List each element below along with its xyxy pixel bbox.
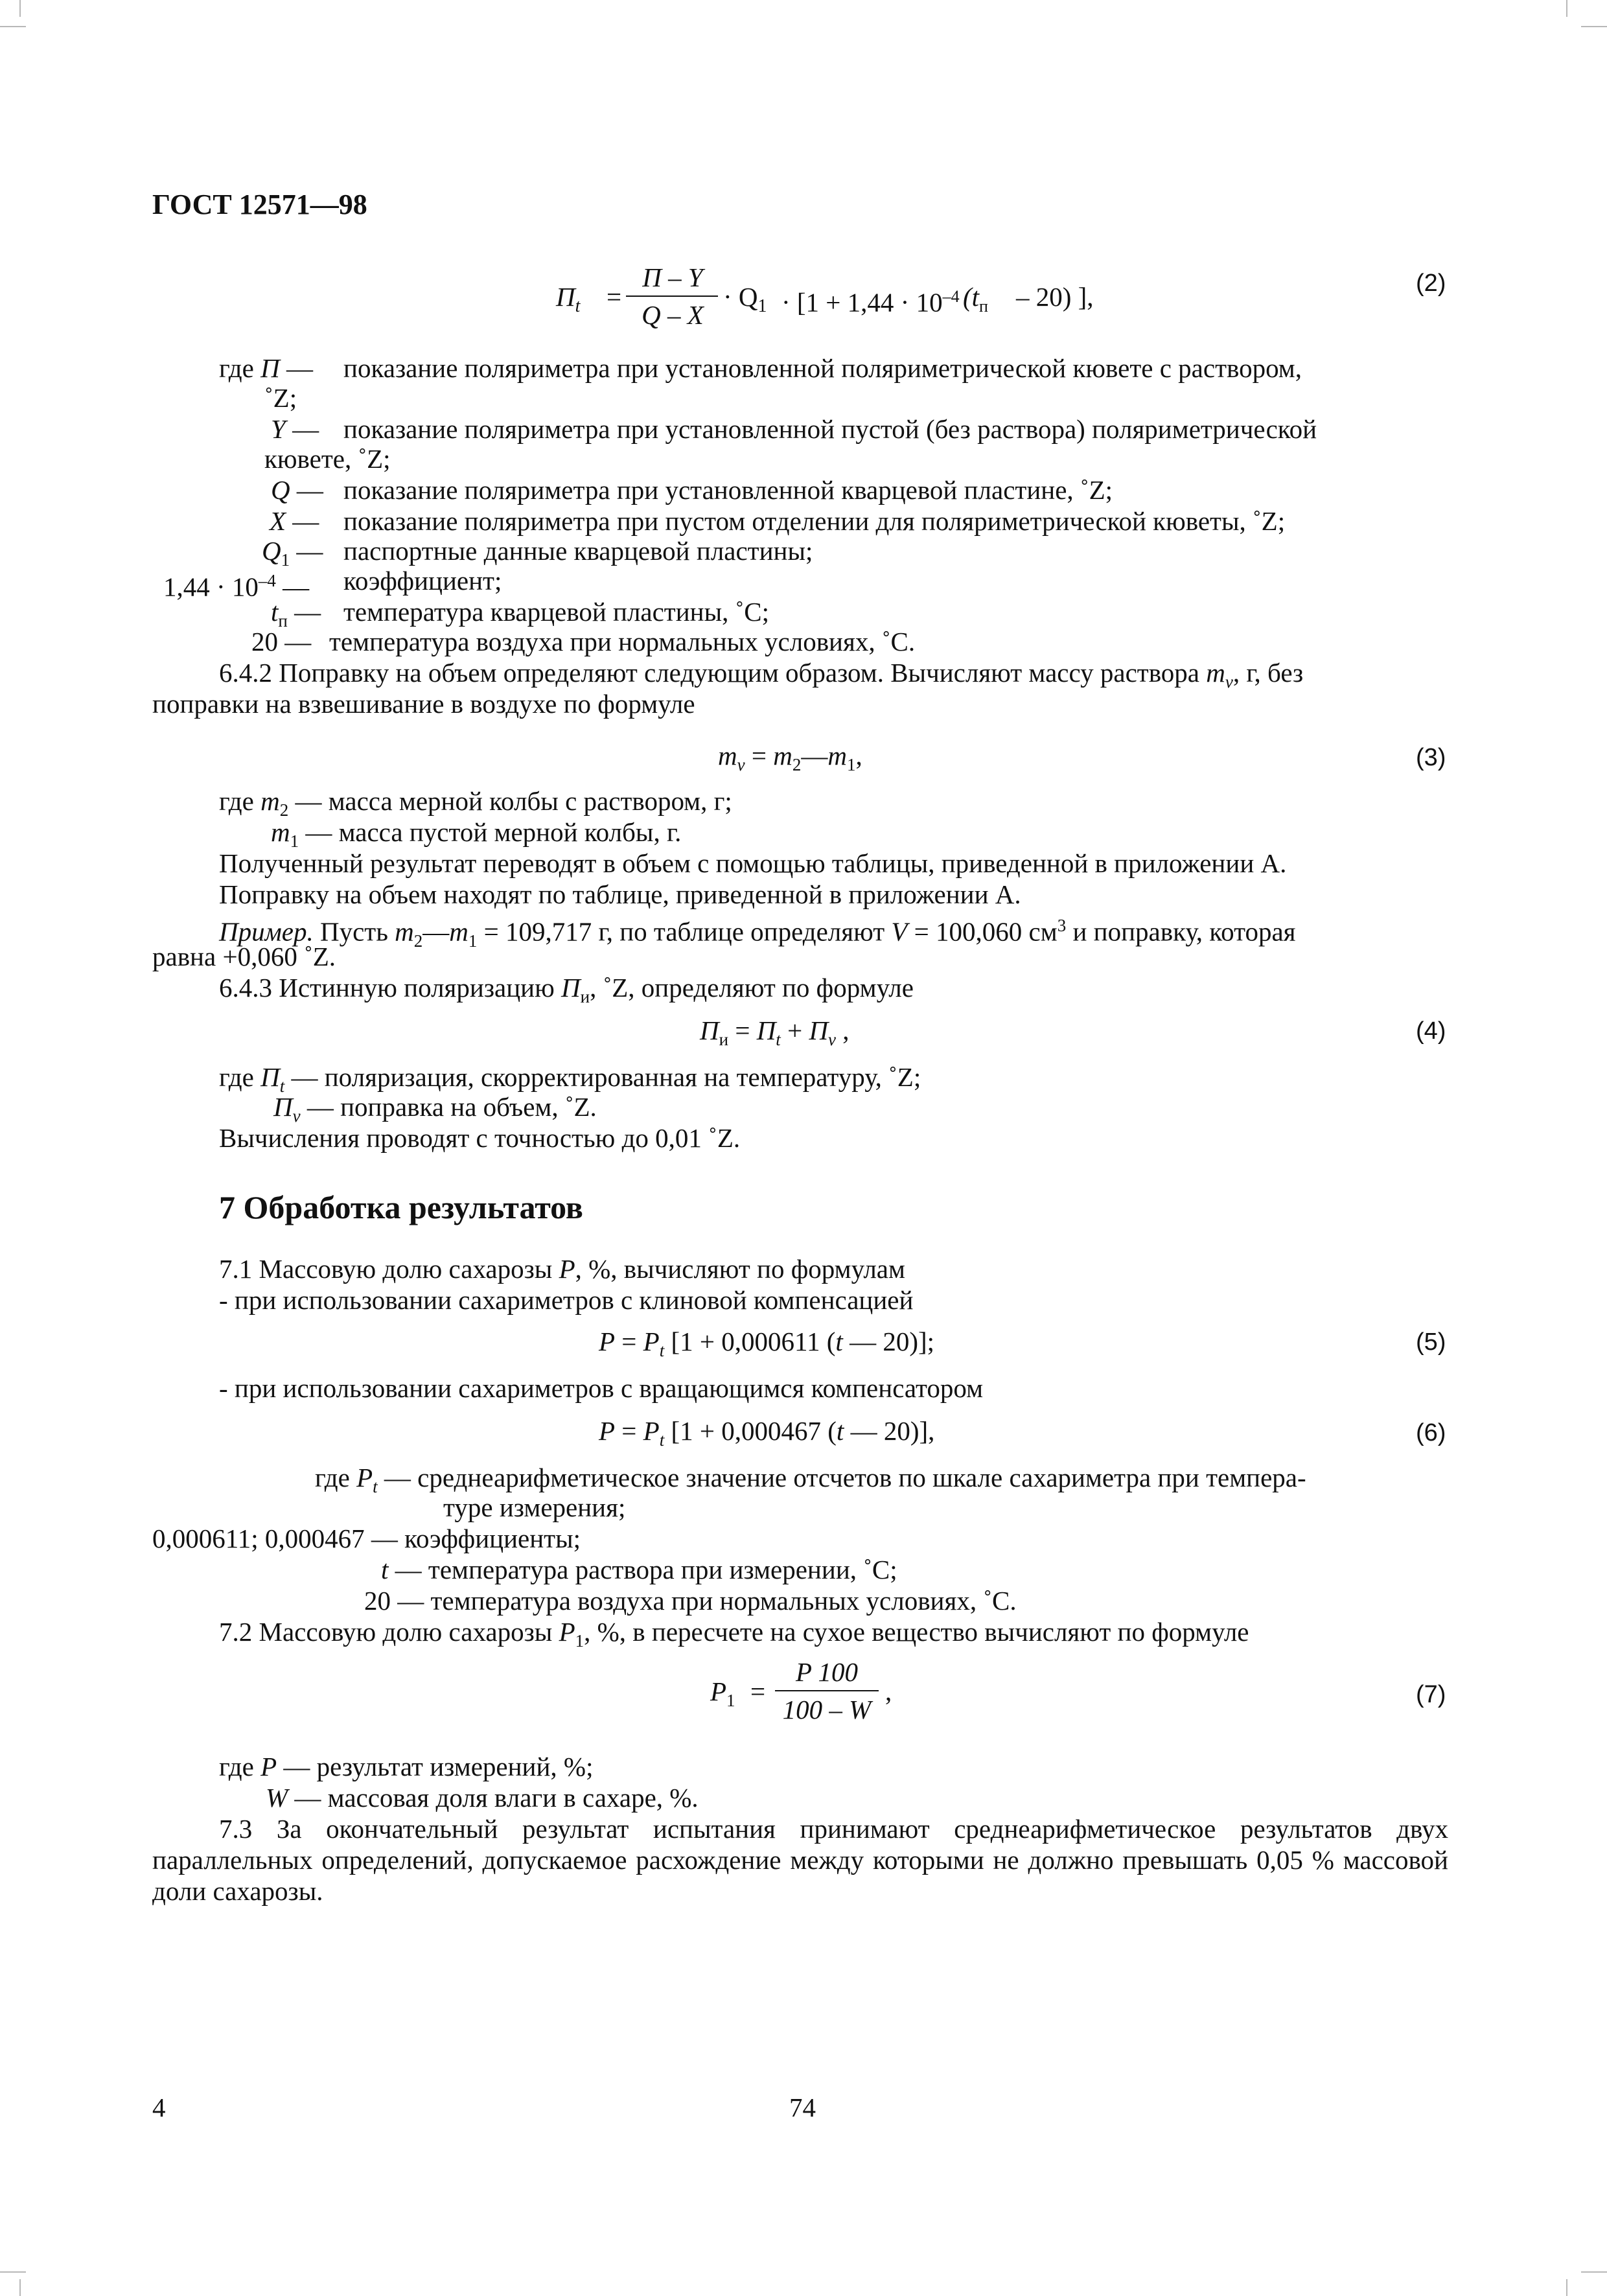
def-symbol: t	[271, 597, 279, 627]
def-symbol: Q	[262, 536, 281, 566]
crop-mark	[1581, 26, 1607, 27]
def7-item: W — массовая доля влаги в сахаре, %.	[266, 1783, 699, 1813]
page-number-left: 4	[152, 2093, 166, 2122]
def-text-cont: кювете, ˚Z;	[264, 444, 391, 474]
eq2-t-sub: п	[979, 297, 988, 316]
eq2-equals: =	[607, 282, 622, 312]
equation-6: $P = P_t$ [1 + 0,000467 (t — 20)],	[599, 1416, 935, 1450]
def-symbol: 1,44 · 10	[163, 572, 259, 602]
eq2-q-sub: 1	[757, 296, 767, 317]
def7-item: где P — результат измерений, %;	[219, 1752, 594, 1781]
def-symbol: 20	[251, 627, 278, 656]
crop-mark	[19, 0, 21, 17]
paragraph-7-1: 7.1 Массовую долю сахарозы P, %, вычисляют по формулам	[219, 1254, 905, 1284]
eq2-lhs: П	[556, 282, 575, 312]
equation-5: $P = P_t$ [1 + 0,000611 (t — 20)];	[599, 1327, 935, 1361]
def-symbol: Q	[271, 475, 290, 505]
eq2-fraction-bar	[626, 296, 718, 297]
paragraph-accuracy: Вычисления проводят с точностью до 0,01 ˚Z.	[219, 1123, 741, 1153]
def3-item: где $m_2$ — масса мерной колбы с раствором, г;	[219, 786, 732, 820]
def-text: показание поляриметра при установленной пустой (без раствора) поляриметрической	[343, 414, 1317, 444]
equation-3: $m_v$ = $m_2—m_1$,	[718, 741, 862, 775]
paragraph-conversion: Полученный результат переводят в объем с помощью таблицы, приведенной в приложении А.	[219, 848, 1287, 878]
eq2-exp: –4	[942, 287, 960, 306]
eq7-fraction-bar	[775, 1690, 879, 1691]
paragraph-7-3: 7.3 За окончательный результат испытания принимают среднеарифметическое результатов двух параллельных определений, допускаемое расхождение между которыми не должно превышать 0,05 % массовой доли сахарозы.	[152, 1814, 1448, 1906]
def-symbol: Y	[271, 414, 286, 444]
equation-number-2: (2)	[1416, 270, 1446, 297]
eq2-numerator: П – Y	[642, 262, 703, 292]
crop-mark	[0, 26, 26, 27]
def-symbol: X	[270, 506, 286, 536]
example-cont: равна +0,060 ˚Z.	[152, 942, 336, 971]
eq2-bracket-b: (t	[963, 282, 980, 312]
crop-mark	[0, 2271, 26, 2273]
def6-cont: туре измерения;	[443, 1492, 626, 1522]
def6-item: 20 — температура воздуха при нормальных условиях, ˚С.	[364, 1586, 1017, 1616]
paragraph-6-4-2: 6.4.2 Поправку на объем определяют следующим образом. Вычисляют массу раствора $m_v$, г, без	[219, 658, 1304, 692]
crop-mark	[1581, 2271, 1607, 2273]
equation-4: $П_и = П_t + П_v$ ,	[700, 1015, 850, 1050]
def-text: показание поляриметра при установленной поляриметрической кювете с раствором,	[343, 353, 1302, 383]
def4-item: где $П_t$ — поляризация, скорректированная на температуру, ˚Z;	[219, 1062, 921, 1096]
paragraph-6-4-2-cont: поправки на взвешивание в воздухе по формуле	[152, 689, 695, 719]
crop-mark	[19, 2279, 21, 2296]
bullet-wedge: - при использовании сахариметров с клиновой компенсацией	[219, 1285, 914, 1315]
crop-mark	[1566, 0, 1567, 17]
def-text-cont: ˚Z;	[264, 383, 297, 413]
section-heading: 7 Обработка результатов	[219, 1189, 583, 1225]
paragraph-correction: Поправку на объем находят по таблице, приведенной в приложении А.	[219, 879, 1021, 909]
eq2-denominator: Q – X	[642, 300, 704, 330]
paragraph-6-4-3: 6.4.3 Истинную поляризацию $П_и$, ˚Z, определяют по формуле	[219, 973, 914, 1007]
def6-item: где $P_t$ — среднеарифметическое значение отсчетов по шкале сахариметра при темпера-	[315, 1463, 1306, 1497]
equation-7: $P_1$ = P 100 100 – W ,	[710, 1657, 892, 1724]
def-sup: –4	[258, 571, 276, 590]
example: Пример. Пусть $m_2—m_1 = 109,717$ г, по таблице определяют V = 100,060 $см^3$ и поправку, которая	[219, 916, 1296, 951]
def-text: показание поляриметра при установленной кварцевой пластине, ˚Z;	[343, 475, 1113, 505]
def-sub: п	[278, 611, 288, 631]
def-prefix: где	[219, 353, 261, 383]
equation-number-7: (7)	[1416, 1681, 1446, 1708]
def4-item: $П_v$ — поправка на объем, ˚Z.	[273, 1092, 597, 1126]
def-text: паспортные данные кварцевой пластины;	[343, 536, 813, 566]
def-text: температура воздуха при нормальных условиях, ˚С.	[329, 627, 916, 656]
def6-item: t — температура раствора при измерении, ˚С;	[381, 1555, 897, 1584]
document-header: ГОСТ 12571—98	[152, 189, 367, 220]
def6-coefficients: 0,000611; 0,000467 — коэффициенты;	[152, 1524, 581, 1553]
equation-number-6: (6)	[1416, 1419, 1446, 1446]
equation-2	[556, 262, 1094, 333]
eq2-bracket-a: · [1 + 1,44 · 10	[781, 287, 943, 318]
crop-mark	[1566, 2279, 1567, 2296]
def-text: коэффициент;	[343, 566, 502, 596]
bullet-rotating: - при использовании сахариметров с вращающимся компенсатором	[219, 1373, 984, 1403]
def-text: температура кварцевой пластины, ˚С;	[343, 597, 770, 627]
def3-item: $m_1$ — масса пустой мерной колбы, г.	[271, 817, 682, 852]
def-symbol: П	[260, 353, 280, 383]
eq2-bracket-c: – 20) ],	[1016, 282, 1094, 312]
page-number-center: 74	[789, 2093, 816, 2122]
eq2-q: · Q	[723, 282, 758, 312]
equation-number-4: (4)	[1416, 1017, 1446, 1045]
paragraph-7-2: 7.2 Массовую долю сахарозы $P_1$, %, в пересчете на сухое вещество вычисляют по формуле	[219, 1617, 1249, 1651]
eq2-lhs-sub: t	[575, 296, 581, 317]
equation-number-5: (5)	[1416, 1328, 1446, 1356]
equation-number-3: (3)	[1416, 744, 1446, 771]
def-sub: 1	[281, 550, 290, 570]
def-text: показание поляриметра при пустом отделении для поляриметрической кюветы, ˚Z;	[343, 506, 1286, 536]
